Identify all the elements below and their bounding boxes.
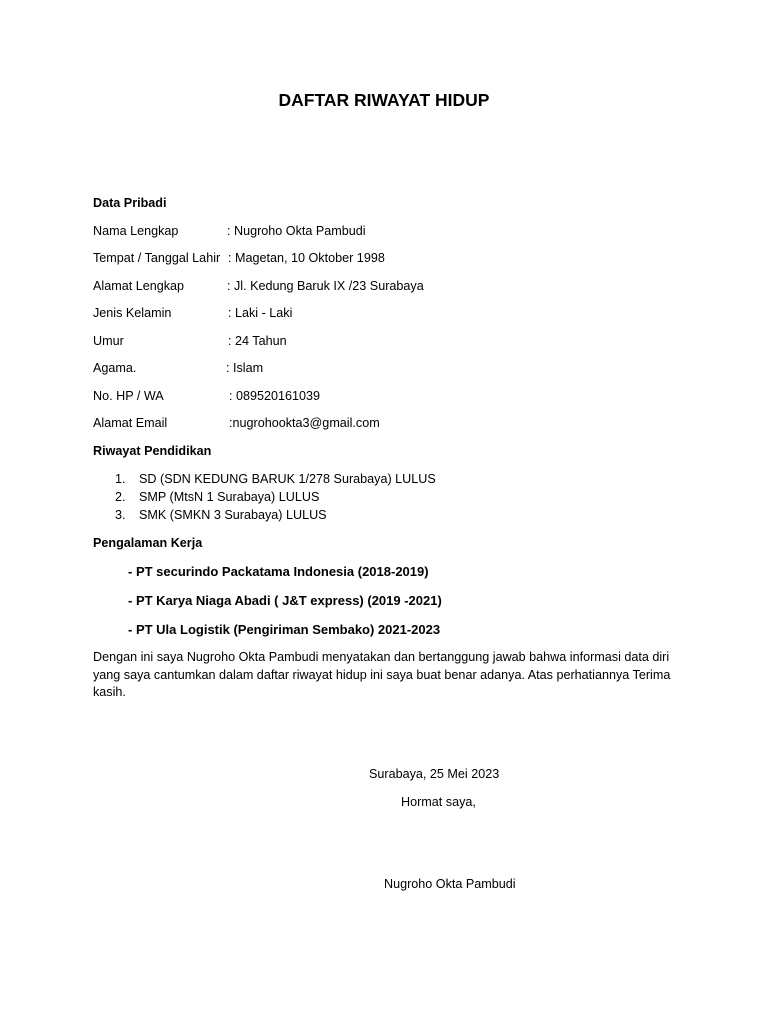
education-item-text: SD (SDN KEDUNG BARUK 1/278 Surabaya) LULUS xyxy=(139,472,436,486)
field-label-email: Alamat Email xyxy=(93,416,168,430)
field-value-name: : Nugroho Okta Pambudi xyxy=(227,224,366,238)
statement-paragraph: Dengan ini saya Nugroho Okta Pambudi menyatakan dan bertanggung jawab bahwa informasi data diri yang saya cantumkan dalam daftar riwayat hidup ini saya buat benar adanya. Atas perhatiannya Terima kasih. xyxy=(93,650,671,699)
experience-item: - PT securindo Packatama Indonesia (2018-2019) xyxy=(128,564,429,579)
field-value-age: : 24 Tahun xyxy=(228,334,287,348)
document-title: DAFTAR RIWAYAT HIDUP xyxy=(278,90,490,110)
field-label-phone: No. HP / WA xyxy=(93,389,164,403)
field-label-religion: Agama. xyxy=(93,361,137,375)
closing-place-date: Surabaya, 25 Mei 2023 xyxy=(369,767,500,781)
field-label-name: Nama Lengkap xyxy=(93,224,179,238)
experience-item: - PT Karya Niaga Abadi ( J&T express) (2019 -2021) xyxy=(128,593,442,608)
field-value-phone: : 089520161039 xyxy=(229,389,321,403)
education-item-text: SMP (MtsN 1 Surabaya) LULUS xyxy=(139,490,320,504)
education-item-number: 2. xyxy=(115,490,126,504)
field-value-gender: : Laki - Laki xyxy=(228,306,293,320)
field-label-birth: Tempat / Tanggal Lahir xyxy=(93,251,221,265)
education-item-number: 1. xyxy=(115,472,126,486)
field-value-email: :nugrohookta3@gmail.com xyxy=(229,416,380,430)
field-value-birth: : Magetan, 10 Oktober 1998 xyxy=(228,251,385,265)
section-heading-education: Riwayat Pendidikan xyxy=(93,444,212,458)
field-label-gender: Jenis Kelamin xyxy=(93,306,172,320)
experience-item: - PT Ula Logistik (Pengiriman Sembako) 2021-2023 xyxy=(128,622,441,637)
field-value-religion: : Islam xyxy=(226,361,264,375)
section-heading-personal: Data Pribadi xyxy=(93,196,167,210)
section-heading-experience: Pengalaman Kerja xyxy=(93,536,203,550)
closing-greeting: Hormat saya, xyxy=(401,795,476,809)
education-item-number: 3. xyxy=(115,508,126,522)
education-item-text: SMK (SMKN 3 Surabaya) LULUS xyxy=(139,508,327,522)
field-label-address: Alamat Lengkap xyxy=(93,279,185,293)
field-label-age: Umur xyxy=(93,334,124,348)
field-value-address: : Jl. Kedung Baruk IX /23 Surabaya xyxy=(227,279,424,293)
signature-name: Nugroho Okta Pambudi xyxy=(384,877,516,891)
